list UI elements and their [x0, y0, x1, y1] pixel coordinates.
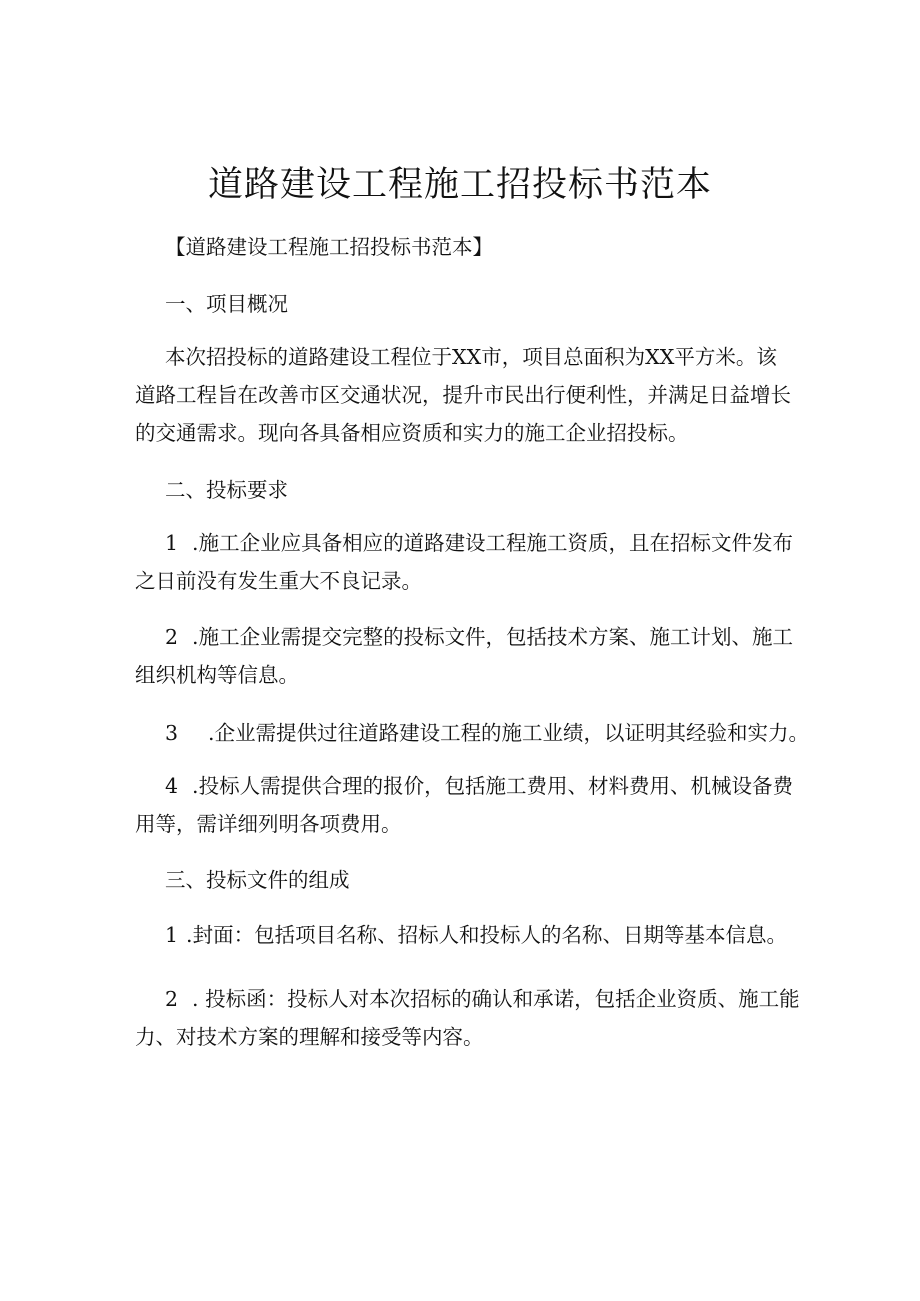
paragraph-line: 道路工程旨在改善市区交通状况，提升市民出行便利性，并满足日益增长 — [135, 383, 791, 407]
section-heading-text: 二、投标要求 — [165, 478, 288, 502]
list-item-number: 3 — [165, 721, 179, 745]
section-heading-text: 三、投标文件的组成 — [165, 868, 350, 892]
list-item-requirement-2 — [135, 618, 795, 694]
list-item-requirement-1 — [135, 524, 795, 600]
paragraph-line: .封面：包括项目名称、招标人和投标人的名称、日期等基本信息。 — [186, 923, 788, 947]
section-heading-3 — [135, 861, 795, 899]
paragraph-line: . 投标函：投标人对本次招标的确认和承诺，包括企业资质、施工能 — [192, 987, 800, 1011]
paragraph-line: 用等，需详细列明各项费用。 — [135, 812, 402, 836]
list-item-number: 4 — [165, 774, 179, 798]
list-item-number: 2 — [165, 987, 179, 1011]
paragraph-line: 力、对技术方案的理解和接受等内容。 — [135, 1025, 484, 1049]
paragraph-line: .企业需提供过往道路建设工程的施工业绩，以证明其经验和实力。 — [208, 721, 810, 745]
paragraph-line: 组织机构等信息。 — [135, 663, 299, 687]
paragraph-line: .施工企业应具备相应的道路建设工程施工资质，且在招标文件发布 — [192, 531, 794, 555]
paragraph-line: 的交通需求。现向各具备相应资质和实力的施工企业招投标。 — [135, 421, 689, 445]
document-subtitle — [135, 228, 795, 266]
list-item-number: 1 — [165, 923, 179, 947]
section-heading-1 — [135, 285, 795, 323]
paragraph-project-overview — [135, 338, 795, 452]
list-item-requirement-4 — [135, 767, 795, 843]
paragraph-line: .施工企业需提交完整的投标文件，包括技术方案、施工计划、施工 — [192, 625, 794, 649]
list-item-number: 1 — [165, 531, 179, 555]
paragraph-line: .投标人需提供合理的报价，包括施工费用、材料费用、机械设备费 — [192, 774, 794, 798]
paragraph-line: 本次招投标的道路建设工程位于XX市，项目总面积为XX平方米。该 — [165, 345, 777, 369]
list-item-requirement-3 — [135, 714, 810, 752]
paragraph-line: 之日前没有发生重大不良记录。 — [135, 569, 422, 593]
subtitle-text: 【道路建设工程施工招投标书范本】 — [165, 235, 493, 259]
document-title: 道路建设工程施工招投标书范本 — [207, 165, 712, 205]
section-heading-text: 一、项目概况 — [165, 292, 288, 316]
section-heading-2 — [135, 471, 795, 509]
list-item-composition-1 — [135, 916, 795, 954]
list-item-number: 2 — [165, 625, 179, 649]
list-item-composition-2 — [135, 980, 800, 1056]
